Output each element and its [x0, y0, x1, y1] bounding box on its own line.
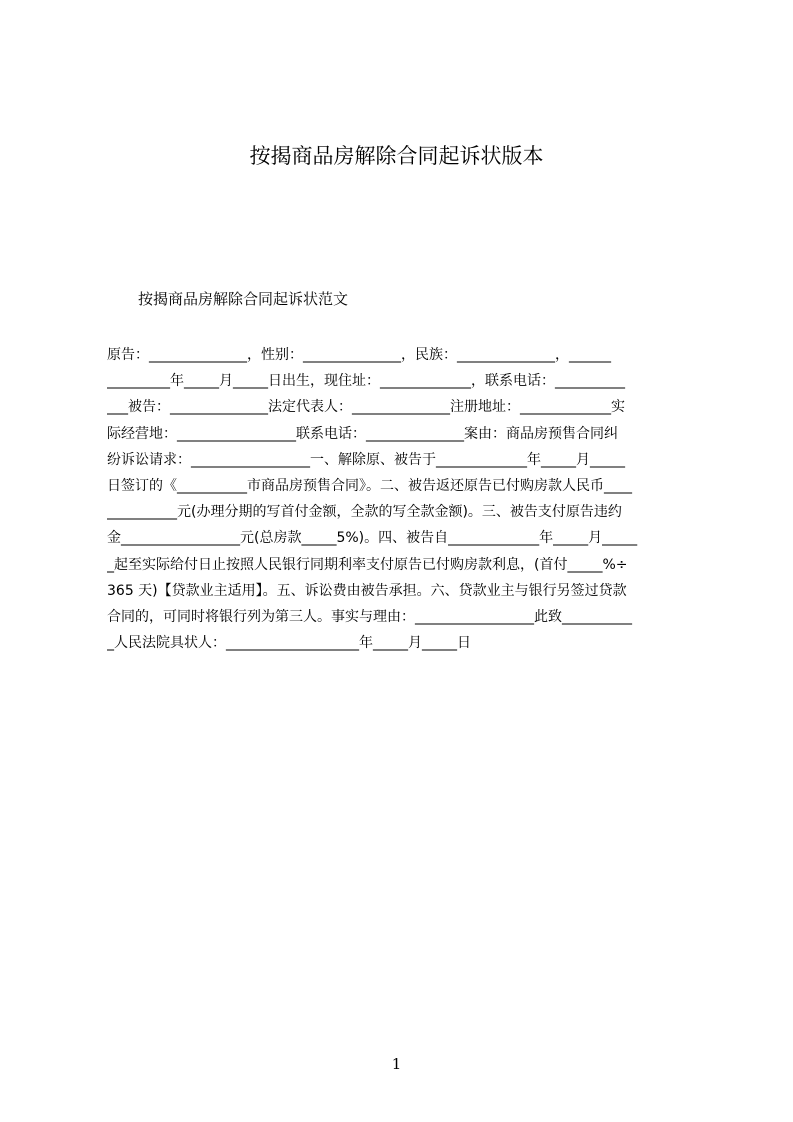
body-line: _人民法院具状人：___________________年_____月_____日	[107, 635, 471, 652]
body-line: 金_________________元(总房款_____5%)。四、被告自_____________年_____月_____	[107, 530, 638, 547]
body-line: 际经营地：_________________联系电话：______________案由：商品房预售合同纠	[107, 425, 618, 442]
body-line: 日签订的《__________市商品房预售合同》。二、被告返还原告已付购房款人民币____	[107, 477, 632, 494]
document-body	[107, 342, 697, 656]
body-line: 合同的，可同时将银行列为第三人。事实与理由：_________________此致__________	[107, 608, 632, 625]
body-line: _________年_____月_____日出生，现住址：_____________，联系电话：__________	[107, 373, 625, 390]
document-title: 按揭商品房解除合同起诉状版本	[249, 144, 544, 168]
body-line: ___被告：______________法定代表人：______________注册地址：_____________实	[107, 399, 625, 416]
body-line: _起至实际给付日止按照人民银行同期利率支付原告已付购房款利息，(首付_____%÷	[107, 556, 628, 573]
body-line: __________元(办理分期的写首付金额，全款的写全款金额)。三、被告支付原告违约	[107, 504, 622, 521]
body-line: 纷诉讼请求：_________________一、解除原、被告于_____________年_____月_____	[107, 451, 625, 468]
body-line: 365 天)【贷款业主适用】。五、诉讼费由被告承担。六、贷款业主与银行另签过贷款	[107, 582, 627, 599]
page-number: 1	[391, 1055, 402, 1073]
body-line: 原告：______________，性别：______________，民族：______________，______	[107, 347, 611, 363]
document-subtitle: 按揭商品房解除合同起诉状范文	[138, 290, 349, 308]
